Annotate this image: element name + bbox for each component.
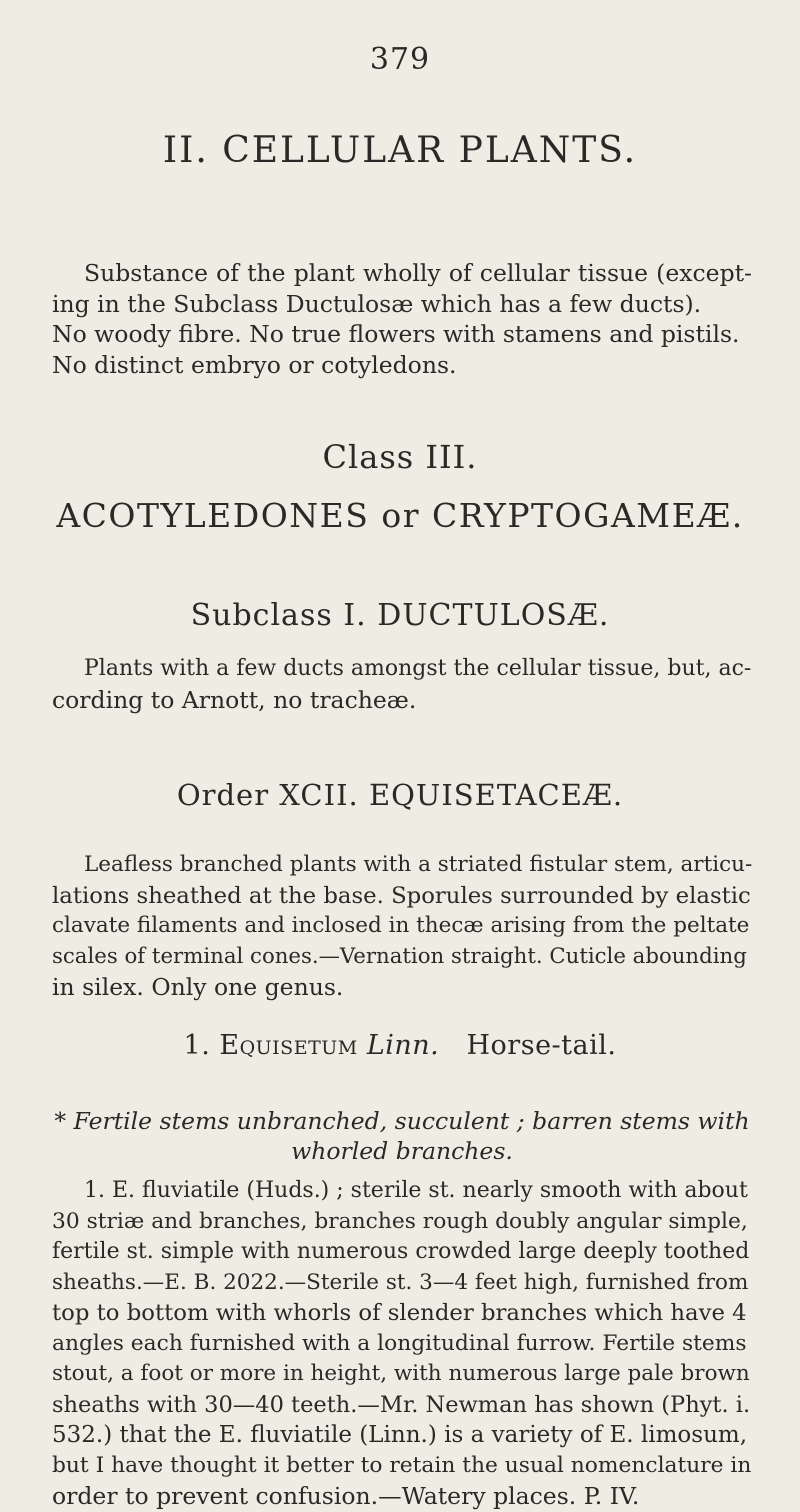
species-line-6: angles each furnished with a longitudinal furrow. Fertile stems: [52, 1330, 747, 1356]
genus-heading: [0, 1030, 800, 1061]
species-line-3: fertile st. simple with numerous crowded large deeply toothed: [52, 1239, 750, 1264]
order-line-5: in silex. Only one genus.: [52, 973, 344, 1001]
species-line-9: 532.) that the E. fluviatile (Linn.) is a variety of E. limosum,: [52, 1422, 748, 1448]
section-heading: II. CELLULAR PLANTS.: [162, 130, 638, 171]
subclass-line-2: cording to Arnott, no tracheæ.: [52, 685, 417, 714]
species-line-1: 1. E. fluviatile (Huds.) ; sterile st. nearly smooth with about: [84, 1178, 748, 1203]
species-line-8: sheaths with 30—40 teeth.—Mr. Newman has shown (Phyt. i.: [52, 1391, 751, 1418]
subclass-line-1: Plants with a few ducts amongst the cellular tissue, but, ac-: [84, 656, 752, 681]
species-line-4: sheaths.—E. B. 2022.—Sterile st. 3—4 feet high, furnished from: [52, 1269, 749, 1295]
class-title: Class III.: [322, 438, 478, 476]
order-paragraph: [52, 850, 752, 1003]
class-name: ACOTYLEDONES or CRYPTOGAMEÆ.: [56, 496, 744, 535]
intro-line-1: Substance of the plant wholly of cellular tissue (except-: [84, 259, 752, 287]
section-note: [52, 1106, 752, 1166]
page-number: 379: [369, 42, 431, 77]
species-line-10: but I have thought it better to retain the usual nomenclature in: [52, 1452, 752, 1478]
genus-authority: Linn.: [366, 1030, 440, 1061]
subclass-title: Subclass I. DUCTULOSÆ.: [190, 598, 610, 633]
species-line-7: stout, a foot or more in height, with numerous large pale brown: [52, 1361, 750, 1386]
species-line-2: 30 striæ and branches, branches rough doubly angular simple,: [52, 1208, 748, 1234]
intro-paragraph: [52, 258, 752, 380]
intro-line-4: No distinct embryo or cotyledons.: [52, 350, 457, 379]
order-line-3: clavate filaments and inclosed in thecæ arising from the peltate: [52, 913, 750, 938]
note-line-1: * Fertile stems unbranched, succulent ; barren stems with: [54, 1107, 750, 1135]
order-line-2: lations sheathed at the base. Sporules surrounded by elastic: [52, 882, 751, 909]
genus-common-name: Horse-tail.: [466, 1030, 617, 1061]
intro-line-3: No woody fibre. No true flowers with stamens and pistils.: [52, 320, 740, 348]
species-paragraph: [52, 1176, 752, 1512]
genus-name: Equisetum: [219, 1030, 358, 1061]
intro-line-2: ing in the Subclass Ductulosæ which has a few ducts).: [52, 289, 702, 318]
species-line-11: order to prevent confusion.—Watery places. P. IV.: [52, 1482, 640, 1510]
genus-number: 1.: [183, 1030, 211, 1061]
order-title: Order XCII. EQUISETACEÆ.: [176, 778, 624, 812]
note-line-2: whorled branches.: [291, 1137, 513, 1165]
subclass-paragraph: [52, 654, 752, 715]
order-line-1: Leafless branched plants with a striated fistular stem, articu-: [84, 852, 753, 877]
species-line-5: top to bottom with whorls of slender branches which have 4: [52, 1300, 747, 1326]
order-line-4: scales of terminal cones.—Vernation straight. Cuticle abounding: [52, 943, 747, 969]
